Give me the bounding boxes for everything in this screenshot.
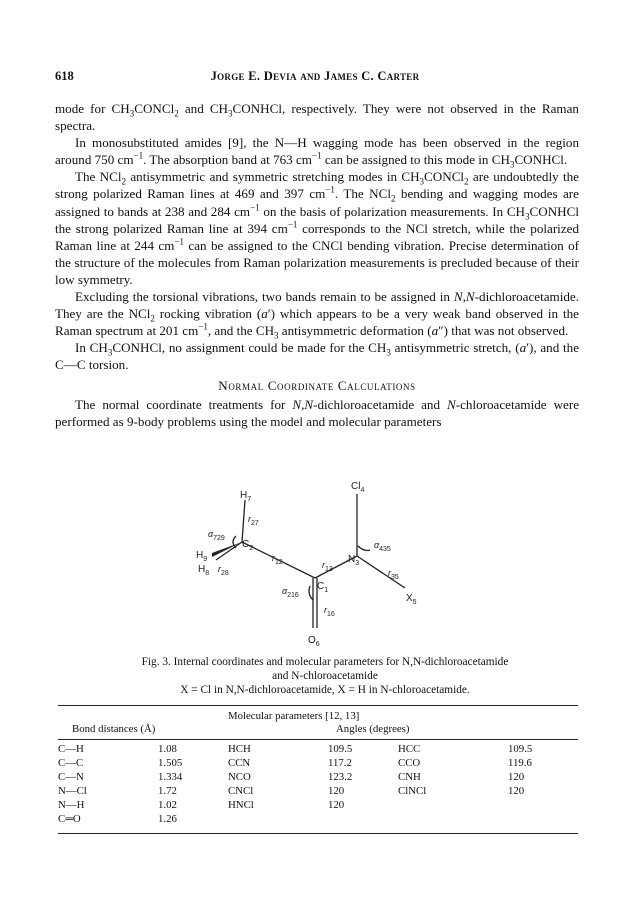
figure-caption [90, 655, 560, 683]
page-number: 618 [55, 69, 74, 83]
bond-cell: C—H [58, 743, 84, 755]
coordinate-label: $r_{16}$ [324, 605, 335, 618]
section-heading: Normal Coordinate Calculations [218, 377, 416, 393]
coordinate-label: $r_{35}$ [388, 568, 399, 581]
atom-label: $Cl_4$ [351, 481, 365, 494]
bond-cell: N—Cl [58, 785, 87, 797]
angle-cell: HCH [228, 743, 251, 755]
distance-cell: 1.505 [158, 757, 183, 769]
paragraph: The normal coordinate treatments for N,N-dichloroacetamide and N-chloroacetamide were performed as 9-body problems using the model and molecular parameters [55, 396, 580, 429]
angle-value-cell: 120 [328, 799, 345, 811]
distance-cell: 1.72 [158, 785, 177, 797]
angle-cell: CNCl [228, 785, 254, 797]
distance-cell: 1.02 [158, 799, 177, 811]
caption-line: Fig. 3. Internal coordinates and molecular parameters for N,N-dichloroacetamide [141, 656, 509, 668]
angle-arc-435 [358, 546, 370, 551]
table-header-rule [58, 739, 578, 740]
bond-distance-header: Bond distances (Å) [72, 723, 156, 735]
angle-cell: HCC [398, 743, 421, 755]
table-title: Molecular parameters [12, 13] [228, 710, 360, 722]
distance-cell: 1.334 [158, 771, 183, 783]
paragraph: Excluding the torsional vibrations, two bands remain to be assigned in N,N-dichloroacetamide. They are the NCl$_2$ rocking vibration (a′) which appears to be a very weak band observed in the Raman spectrum at 201 $cm^{-1}$, and the $CH_3$ antisymmetric deformation (a″) that was not observed. [55, 289, 579, 341]
coordinate-label: $r_{27}$ [248, 514, 259, 527]
distance-cell: 1.08 [158, 743, 177, 755]
table-bottom-rule [58, 833, 578, 834]
coordinate-label: $\alpha_{435}$ [374, 540, 391, 553]
paragraph: mode for $CH_3CONCl_2$ and $CH_3CONHCl$, respectively. They were not observed in the Raman spectra. [55, 101, 579, 134]
atom-label: $C_2$ [242, 539, 254, 552]
atom-label: $H_7$ [240, 490, 252, 503]
angle-value-cell: 120 [508, 785, 525, 797]
caption-definition: X = Cl in N,N-dichloroacetamide, X = H in N-chloroacetamide. [180, 684, 470, 696]
atom-label: $H_9$ [196, 550, 208, 563]
atom-label: $H_8$ [198, 564, 210, 577]
coordinate-label: $r_{28}$ [218, 564, 229, 577]
atom-label: $X_5$ [406, 593, 417, 606]
table-top-rule [58, 705, 578, 706]
running-title: Jorge E. Devia and James C. Carter [210, 69, 420, 83]
caption-line: and N-chloroacetamide [272, 670, 378, 682]
coordinate-label: $r_{13}$ [322, 560, 333, 573]
paragraph: The NCl$_2$ antisymmetric and symmetric stretching modes in $CH_3CONCl_2$ are undoubtedly the strong polarized Raman lines at 469 and 397 $cm^{-1}$. The NCl$_2$ bending and wagging modes are assigned to bands at 238 and 284 $cm^{-1}$ on the basis of polarization measurements. In $CH_3CONHCl$ the strong polarized Raman line at 394 $cm^{-1}$ corresponds to the NCl stretch, while the polarized Raman line at 244 $cm^{-1}$ can be assigned to the CNCl bending vibration. Precise determination of the structure of the molecules from Raman polarization measurements is precluded because of their low symmetry. [55, 169, 579, 287]
c-h9-wedge [212, 542, 242, 557]
bond-cell: N—H [58, 799, 85, 811]
bond-lines [216, 494, 405, 628]
atom-label: $N_3$ [348, 554, 360, 567]
angle-value-cell: 123.2 [328, 771, 353, 783]
coordinate-label: $r_{12}$ [272, 553, 283, 566]
angle-value-cell: 109.5 [328, 743, 353, 755]
angle-cell: CCN [228, 757, 251, 769]
body-text [55, 100, 579, 430]
angle-value-cell: 109.5 [508, 743, 533, 755]
molecule-diagram [150, 476, 480, 656]
bond-cell: C—N [58, 771, 84, 783]
n-x-bond [357, 556, 405, 588]
paragraph: In $CH_3CONHCl$, no assignment could be made for the $CH_3$ antisymmetric stretch, (a′), and the C—C torsion. [55, 340, 580, 373]
angle-cell: CNH [398, 771, 421, 783]
angle-cell: NCO [228, 771, 251, 783]
paragraph: In monosubstituted amides [9], the N—H wagging mode has been observed in the region around 750 $cm^{-1}$. The absorption band at 763 $cm^{-1}$ can be assigned to this mode in $CH_3CONHCl$. [55, 135, 579, 170]
angle-value-cell: 120 [328, 785, 345, 797]
angle-value-cell: 119.6 [508, 757, 532, 769]
bond-cell: C—C [58, 757, 84, 769]
atom-label: $O_6$ [308, 635, 320, 648]
bond-cell: C═O [58, 813, 81, 825]
angle-cell: HNCl [228, 799, 254, 811]
c-h7-bond [242, 500, 245, 542]
coordinate-label: $\alpha_{216}$ [282, 586, 299, 599]
angle-header: Angles (degrees) [336, 723, 410, 735]
angle-value-cell: 120 [508, 771, 525, 783]
atom-label: $C_1$ [317, 581, 329, 594]
angle-value-cell: 117.2 [328, 757, 352, 769]
page-header [55, 69, 575, 85]
distance-cell: 1.26 [158, 813, 177, 825]
coordinate-label: $\alpha_{729}$ [208, 529, 225, 542]
angle-cell: ClNCl [398, 785, 427, 797]
angle-cell: CCO [398, 757, 421, 769]
